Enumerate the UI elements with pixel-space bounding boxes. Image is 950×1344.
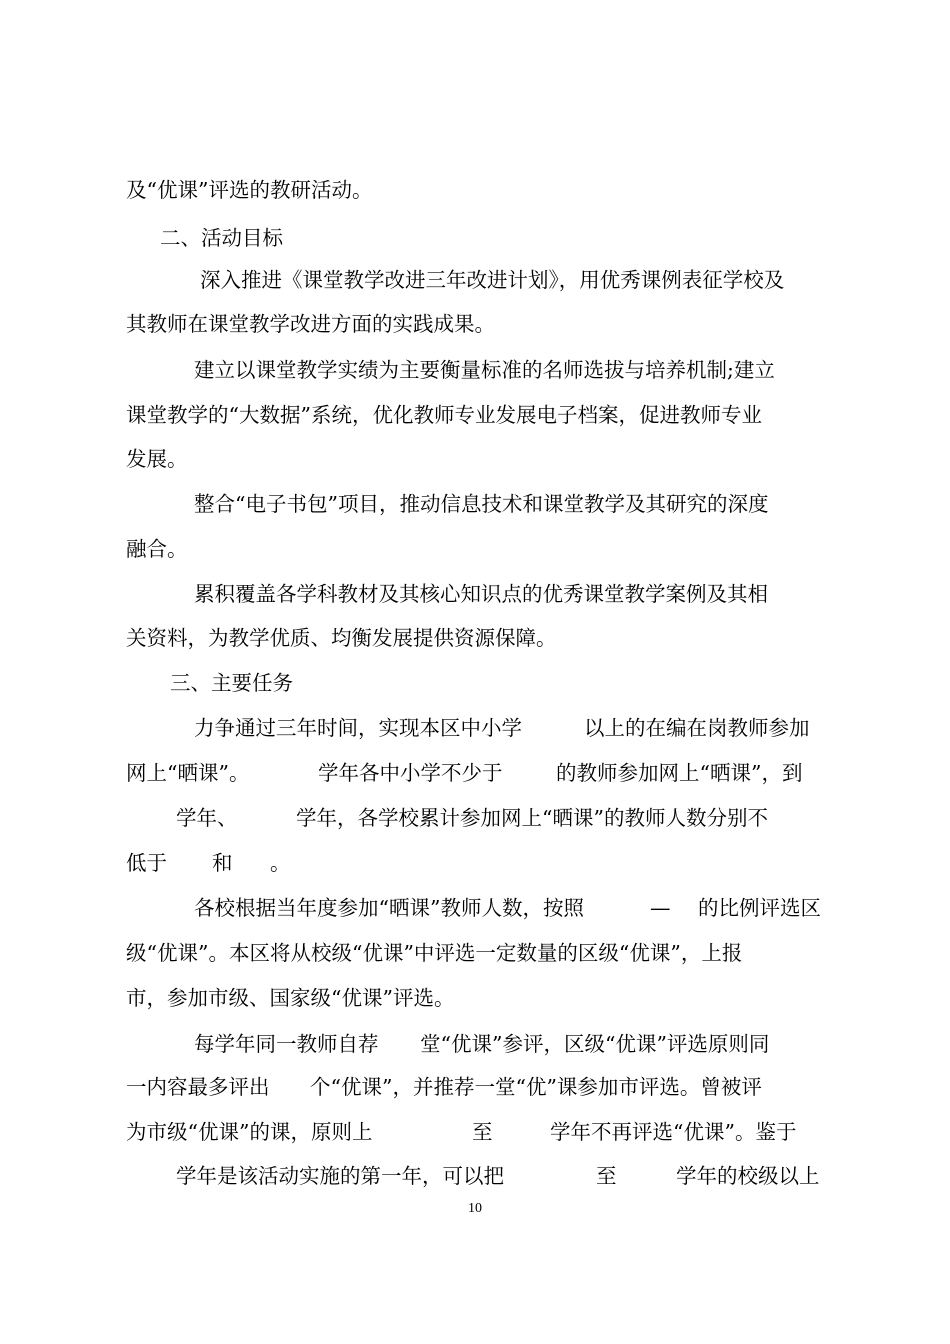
page-number: 10 (468, 1201, 482, 1216)
